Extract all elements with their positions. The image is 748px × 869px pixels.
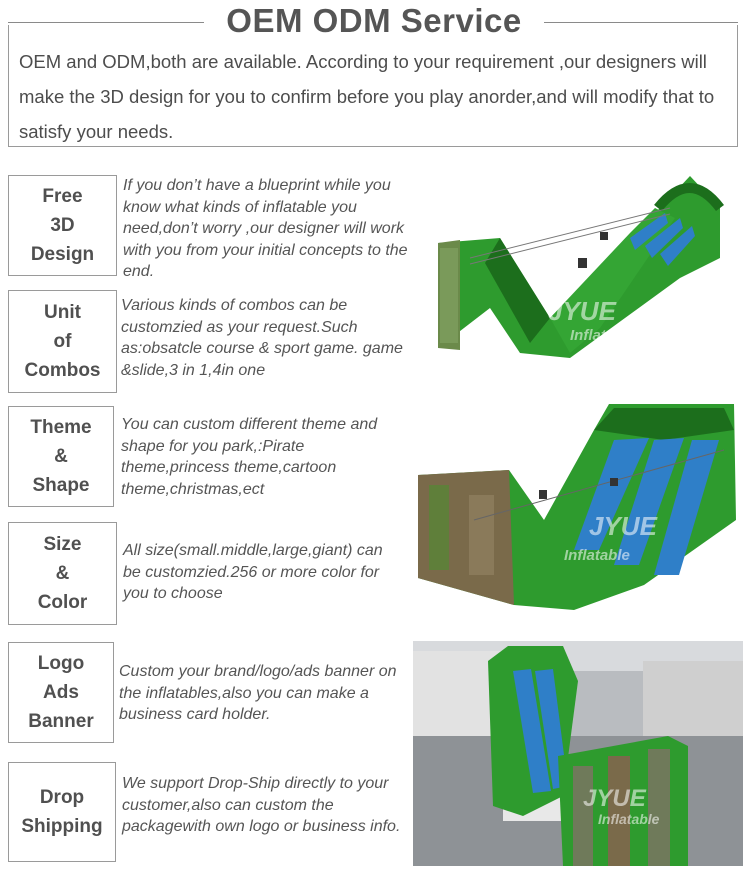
feature-box-unit-of-combos — [8, 290, 117, 393]
feature-label-line: Ads — [43, 682, 79, 703]
feature-label-line: Drop — [39, 787, 85, 808]
feature-label-line: Unit — [44, 302, 81, 323]
watermark-brand: JYUE — [548, 296, 616, 326]
watermark-subtitle: Inflatable — [570, 327, 636, 344]
product-image-installed-slide-photo — [413, 641, 743, 866]
feature-label-line: Combos — [24, 360, 101, 381]
feature-desc-logo-ads-banner: Custom your brand/logo/ads banner on the inflatables,also you can make a business card holder. — [119, 663, 397, 723]
feature-label-line: Size — [43, 534, 82, 555]
feature-box-theme-shape — [8, 406, 114, 507]
product-image-zipline-slide-2 — [414, 400, 740, 612]
feature-label-line: Color — [37, 592, 88, 613]
watermark-brand: JYUE — [583, 785, 646, 812]
feature-label-line: Free — [42, 186, 83, 207]
feature-box-drop-shipping — [8, 762, 116, 862]
feature-desc-drop-shipping: We support Drop-Ship directly to your customer,also can custom the packagewith own logo or business info. — [122, 775, 401, 835]
feature-box-size-color — [8, 522, 117, 625]
product-image-zipline-slide-1 — [430, 168, 730, 363]
feature-label-line: 3D — [50, 215, 75, 236]
feature-label-line: Shipping — [21, 816, 103, 837]
feature-desc-free-3d-design: If you don’t have a blueprint while you know what kinds of inflatable you need,don’t worry ,our designer will work with you from your initial concepts to the end. — [123, 177, 408, 280]
feature-label-line: & — [54, 446, 68, 467]
feature-box-logo-ads-banner — [8, 642, 114, 743]
watermark-subtitle: Inflatable — [564, 547, 630, 564]
feature-label-line: Logo — [37, 653, 85, 674]
feature-label-line: Design — [30, 244, 95, 265]
intro-text: OEM and ODM,both are available. According to your requirement ,our designers will make the 3D design for you to confirm before you play anorder,and will modify that to satisfy your needs. — [19, 51, 715, 142]
feature-label-line: & — [55, 563, 70, 584]
page-title: OEM ODM Service — [0, 2, 748, 40]
feature-desc-size-color: All size(small.middle,large,giant) can be customzied.256 or more color for you to choose — [123, 542, 383, 602]
feature-desc-unit-of-combos: Various kinds of combos can be customzied as your request.Such as:obsatcle course & sport game. game &slide,3 in 1,4in one — [121, 297, 403, 379]
feature-label-line: Theme — [30, 417, 92, 438]
feature-label-line: of — [53, 331, 72, 352]
intro-box — [8, 25, 738, 147]
watermark-brand: JYUE — [589, 511, 657, 541]
feature-box-free-3d-design — [8, 175, 117, 276]
watermark-subtitle: Inflatable — [598, 811, 660, 827]
feature-desc-theme-shape: You can custom different theme and shape for you park,:Pirate theme,princess theme,cartoon theme,christmas,ect — [121, 416, 378, 498]
feature-label-line: Banner — [28, 711, 94, 732]
feature-label-line: Shape — [32, 475, 90, 496]
